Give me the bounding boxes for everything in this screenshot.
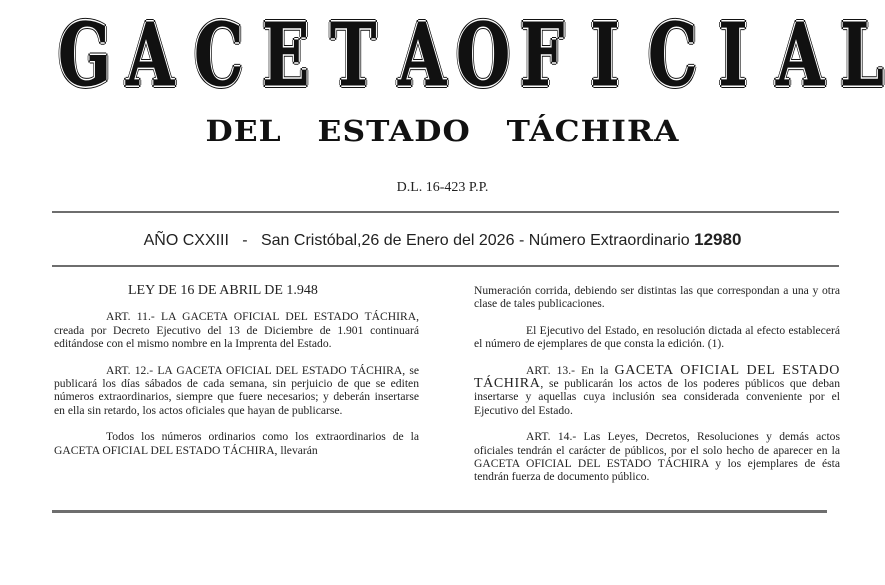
edition-number: 12980 <box>694 230 742 249</box>
article-13-rest: , se publicarán los actos de los poderes públicos que deban insertarse y aquellas cuya inclusión sea considerada conveniente por el Ejecutivo del Estado. <box>474 377 840 417</box>
divider-bottom <box>52 510 827 513</box>
title-letter: E <box>262 5 310 106</box>
title-letter: L <box>840 5 884 106</box>
title-letter: T <box>330 5 377 106</box>
title-letter: I <box>718 5 748 106</box>
right-column <box>474 284 840 497</box>
title-letter: F <box>520 5 565 106</box>
divider-top <box>52 211 839 213</box>
law-title: LEY DE 16 DE ABRIL DE 1.948 <box>128 283 318 298</box>
title-letter: G <box>58 5 112 106</box>
masthead-subtitle: DEL ESTADO TÁCHIRA <box>205 114 680 148</box>
title-letter: O <box>456 5 511 106</box>
executive-paragraph: El Ejecutivo del Estado, en resolución dictada al efecto establecerá el número de ejemplares de que consta la edición. (1). <box>474 323 840 351</box>
year-label: AÑO CXXIII <box>143 232 229 249</box>
article-13-caps: GACETA OFICIAL DEL ESTADO TÁCHIRA <box>474 362 840 392</box>
title-word-oficial <box>448 5 885 106</box>
article-12: ART. 12.- LA GACETA OFICIAL DEL ESTADO TÁCHIRA, se publicará los días sábados de cada semana, sin perjuicio de que se editen números extraordinarios, siempre que fuere necesarios; y deberán insertarse en ella sin retardo, los actos oficiales que hayan de publicarse. <box>54 363 419 417</box>
title-letter: C <box>648 5 698 106</box>
title-letter: A <box>398 5 447 106</box>
title-word-gaceta <box>50 5 448 106</box>
separator: - <box>518 232 525 249</box>
article-13-lead: ART. 13.- En la <box>526 363 615 377</box>
title-letter: I <box>590 5 620 106</box>
title-letter: C <box>194 5 244 106</box>
article-14: ART. 14.- Las Leyes, Decretos, Resoluciones y demás actos oficiales tendrán el carácter de públicos, por el solo hecho de aparecer en la GACETA OFICIAL DEL ESTADO TÁCHIRA y los ejemplares de ésta tendrán fuerza de documento público. <box>474 430 840 484</box>
article-13 <box>474 364 840 418</box>
edition-label: Número Extraordinario <box>528 232 690 249</box>
title-letter: A <box>776 5 825 106</box>
numbering-paragraph: Todos los números ordinarios como los extraordinarios de la GACETA OFICIAL DEL ESTADO TÁCHIRA, llevarán <box>54 430 419 457</box>
title-letter: A <box>126 5 175 106</box>
legal-deposit: D.L. 16-423 P.P. <box>396 180 489 195</box>
issue-info-line <box>0 230 885 250</box>
place-date: San Cristóbal,26 de Enero del 2026 <box>260 232 515 249</box>
masthead-title <box>50 5 884 106</box>
divider-middle <box>52 265 839 267</box>
left-column <box>54 284 419 470</box>
separator: - <box>242 232 248 249</box>
article-11: ART. 11.- LA GACETA OFICIAL DEL ESTADO TÁCHIRA, creada por Decreto Ejecutivo del 13 de Diciembre de 1.901 continuará editándose con el mismo nombre en la Imprenta del Estado. <box>54 310 419 351</box>
numbering-continuation: Numeración corrida, debiendo ser distintas las que correspondan a una y otra clase de tales publicaciones. <box>474 284 840 311</box>
